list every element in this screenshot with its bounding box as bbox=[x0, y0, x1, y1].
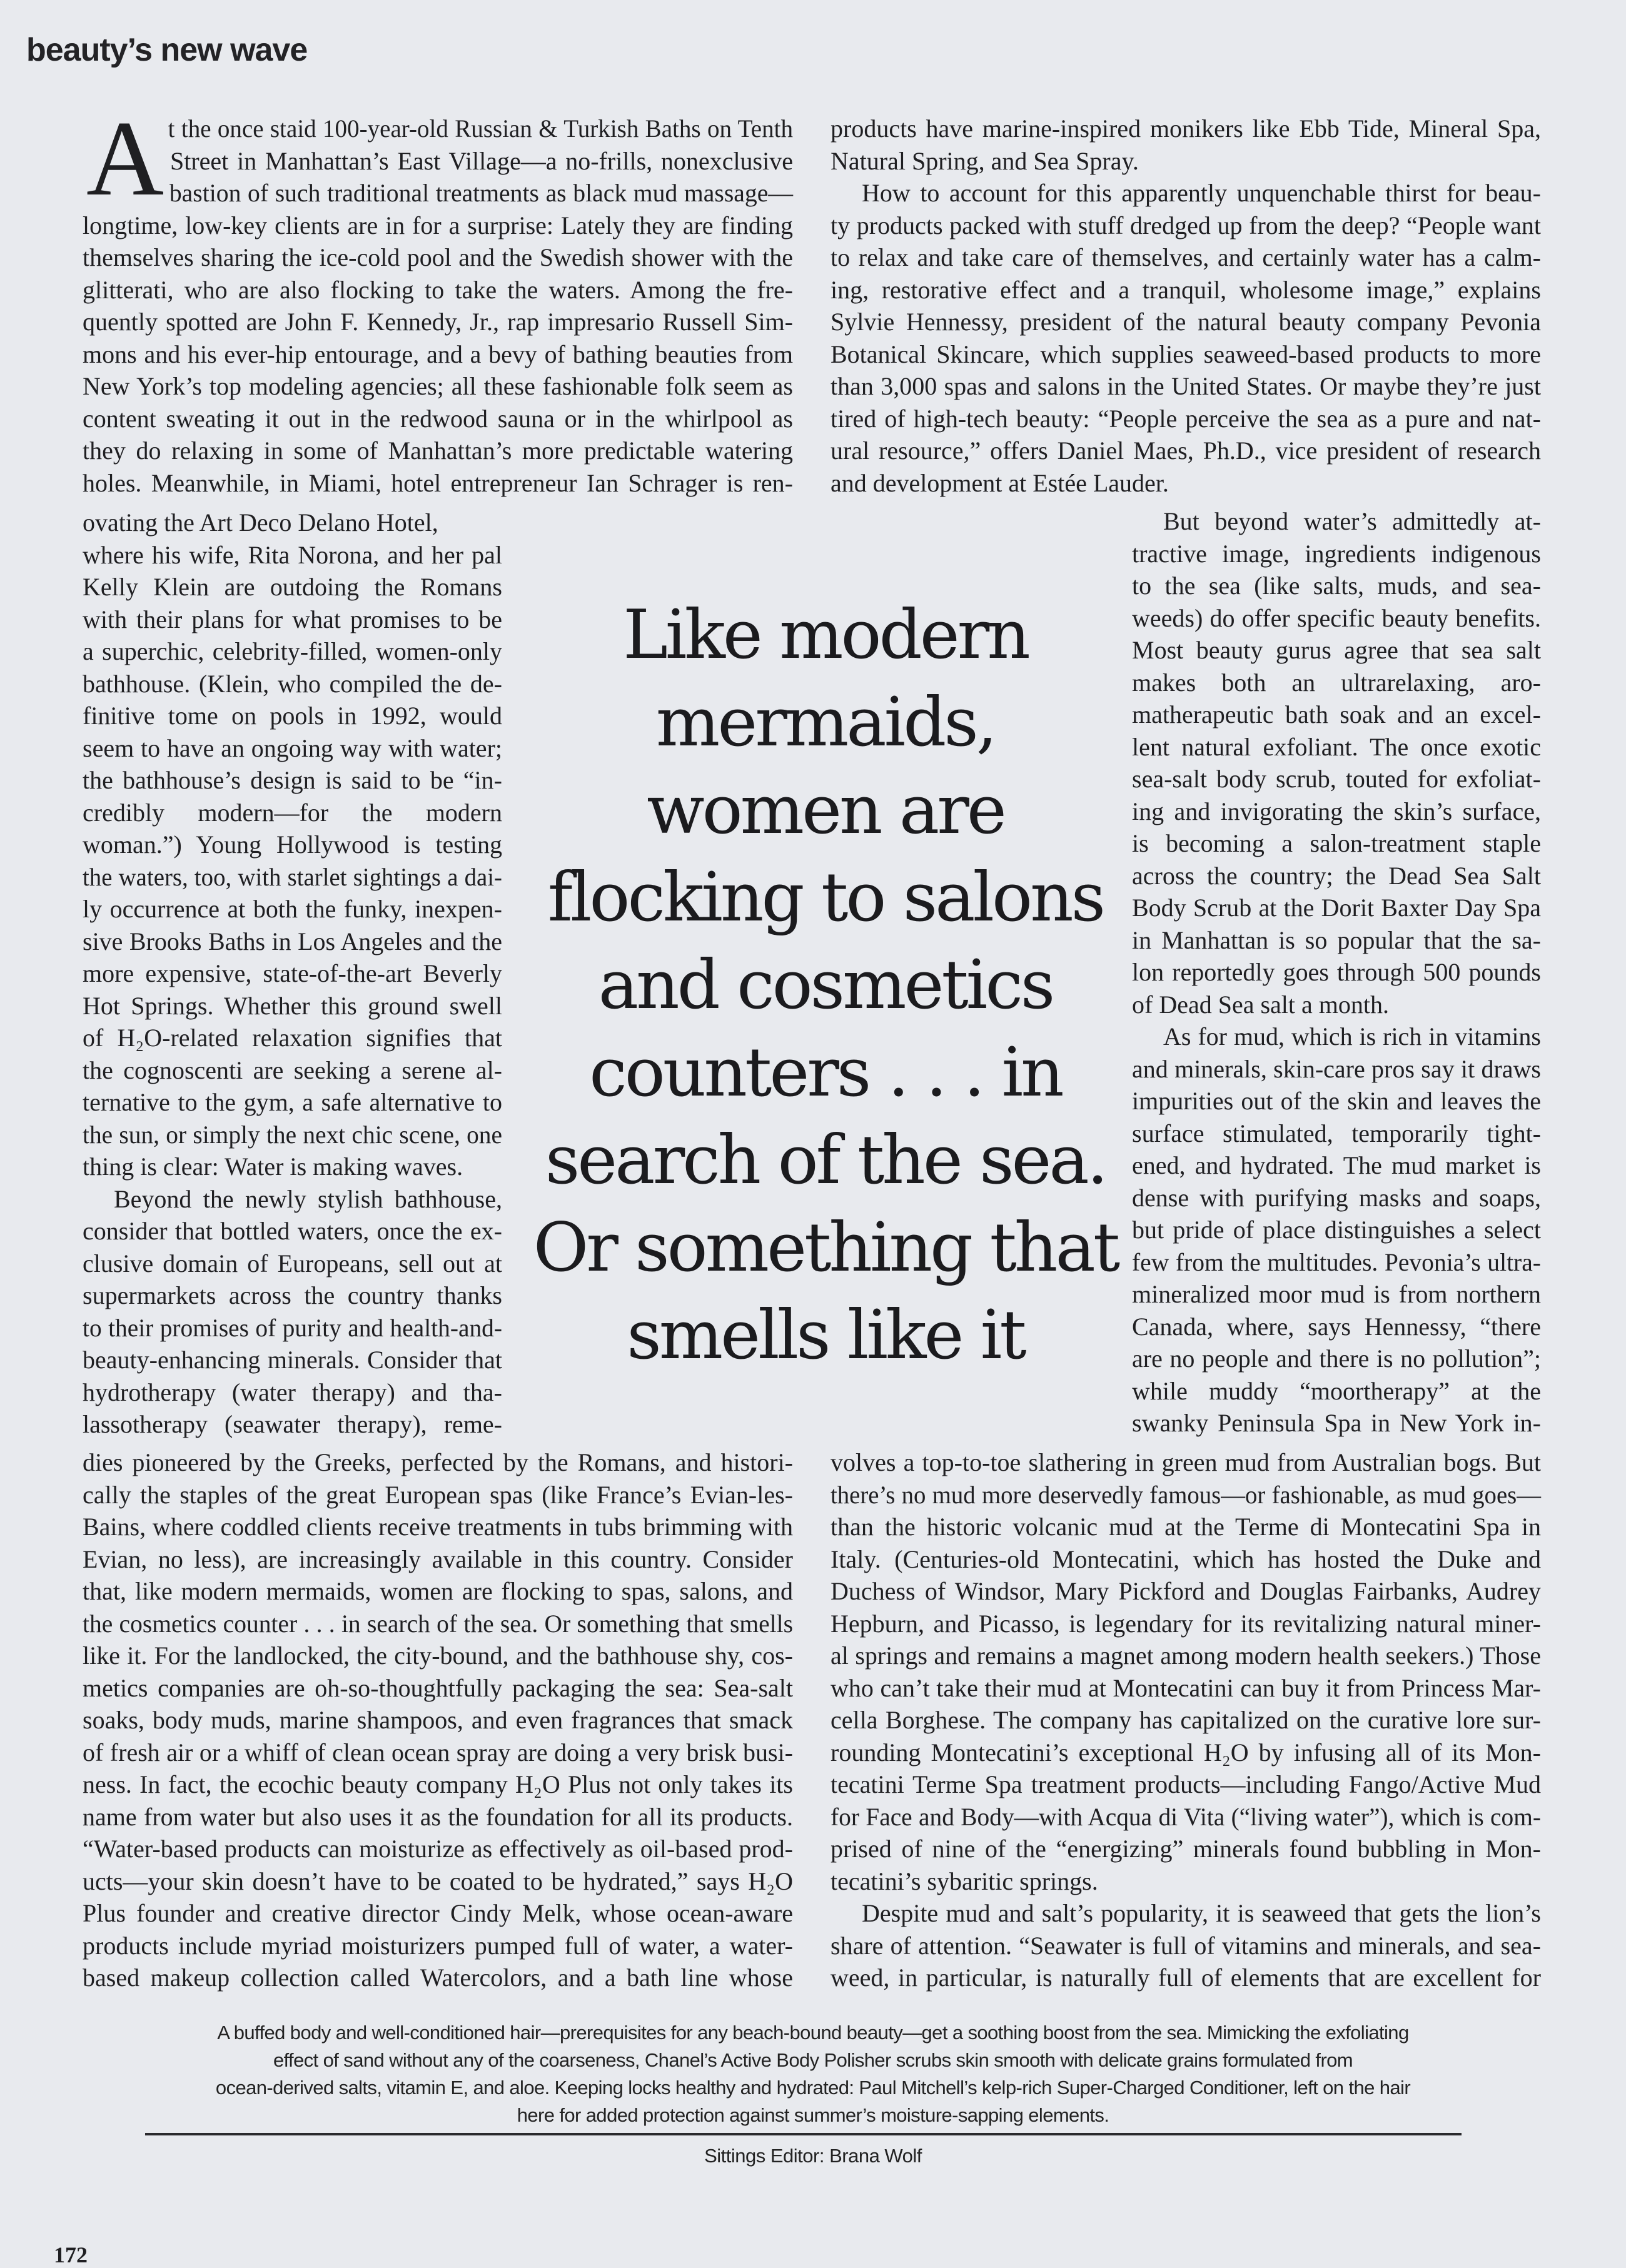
divider-rule bbox=[145, 2133, 1462, 2135]
text-line: than the historic volcanic mud at the Terme di Montecatini Spa in bbox=[831, 1513, 1541, 1541]
article-column-right-narrow bbox=[1132, 505, 1541, 1439]
text-line: consider that bottled waters, once the ex- bbox=[83, 1217, 502, 1245]
text-line: al springs and remains a magnet among modern health seekers.) Those bbox=[831, 1641, 1541, 1670]
text-line: the waters, too, with starlet sightings a dai- bbox=[83, 862, 502, 891]
text-line: where his wife, Rita Norona, and her pal bbox=[83, 540, 502, 569]
text-line: beauty-enhancing minerals. Consider that bbox=[83, 1346, 502, 1374]
text-line: and development at Estée Lauder. bbox=[831, 468, 1169, 497]
text-line: the cognoscenti are seeking a serene al- bbox=[83, 1056, 502, 1084]
text-line: longtime, low-key clients are in for a surprise: Lately they are finding bbox=[83, 211, 793, 239]
text-line: bastion of such traditional treatments as black mud massage— bbox=[169, 179, 793, 207]
text-line: sea-salt body scrub, touted for exfoliat- bbox=[1132, 765, 1541, 793]
text-line: and minerals, skin-care pros say it draws bbox=[1132, 1054, 1541, 1083]
text-line: hydrotherapy (water therapy) and tha- bbox=[83, 1378, 502, 1406]
text-line: weed, in particular, is naturally full of elements that are excellent for bbox=[831, 1963, 1541, 1992]
text-line: sive Brooks Baths in Los Angeles and the bbox=[83, 927, 502, 955]
pull-quote-line: mermaids, bbox=[655, 683, 996, 762]
text-line: are no people and there is no pollution”; bbox=[1132, 1344, 1541, 1373]
text-line: rounding Montecatini’s exceptional H₂O by infusing all of its Mon- bbox=[831, 1738, 1541, 1767]
text-line: clusive domain of Europeans, sell out at bbox=[83, 1249, 502, 1278]
text-line: the bathhouse’s design is said to be “in- bbox=[83, 766, 502, 794]
text-line: based makeup collection called Watercolors, and a bath line whose bbox=[83, 1963, 793, 1992]
text-line: woman.”) Young Hollywood is testing bbox=[83, 830, 502, 859]
text-line: dies pioneered by the Greeks, perfected by the Romans, and histori- bbox=[83, 1448, 793, 1476]
text-line: volves a top-to-toe slathering in green mud from Australian bogs. But bbox=[831, 1448, 1541, 1476]
text-line: “Water-based products can moisturize as effectively as oil-based prod- bbox=[83, 1835, 793, 1863]
text-line: thing is clear: Water is making waves. bbox=[83, 1152, 463, 1181]
text-line: dense with purifying masks and soaps, bbox=[1132, 1183, 1541, 1212]
text-line: But beyond water’s admittedly at- bbox=[1163, 507, 1541, 535]
article-column-right-top bbox=[831, 113, 1541, 499]
text-line: but pride of place distinguishes a select bbox=[1132, 1216, 1541, 1244]
text-line: cally the staples of the great European spas (like France’s Evian-les- bbox=[83, 1480, 793, 1509]
text-line: tractive image, ingredients indigenous bbox=[1132, 539, 1541, 568]
text-line: themselves sharing the ice-cold pool and the Swedish shower with the bbox=[83, 243, 793, 271]
text-line: cella Borghese. The company has capitalized on the curative lore sur- bbox=[831, 1706, 1541, 1734]
pull-quote bbox=[488, 592, 1163, 1379]
text-line: seem to have an ongoing way with water; bbox=[83, 733, 502, 762]
text-line: prised of nine of the “energizing” minerals found bubbling in Mon- bbox=[831, 1835, 1541, 1863]
text-line: ternative to the gym, a safe alternative to bbox=[83, 1088, 502, 1116]
text-line: tecatini Terme Spa treatment products—including Fango/Active Mud bbox=[831, 1770, 1541, 1798]
pull-quote-line: search of the sea. bbox=[545, 1121, 1106, 1199]
pull-quote-line: smells like it bbox=[627, 1296, 1024, 1374]
text-line: content sweating it out in the redwood sauna or in the whirlpool as bbox=[83, 404, 793, 433]
pull-quote-line: Or something that bbox=[533, 1209, 1118, 1287]
text-line: Most beauty gurus agree that sea salt bbox=[1132, 636, 1541, 664]
text-line: Plus founder and creative director Cindy Melk, whose ocean-aware bbox=[83, 1899, 793, 1927]
text-line: As for mud, which is rich in vitamins bbox=[1163, 1022, 1541, 1051]
text-line: How to account for this apparently unquenchable thirst for beau- bbox=[862, 179, 1541, 207]
text-line: the cosmetics counter . . . in search of the sea. Or something that smells bbox=[83, 1609, 793, 1638]
text-line: holes. Meanwhile, in Miami, hotel entrepreneur Ian Schrager is ren- bbox=[83, 468, 793, 497]
text-line: Duchess of Windsor, Mary Pickford and Douglas Fairbanks, Audrey bbox=[831, 1577, 1541, 1605]
text-line: matherapeutic bath soak and an excel- bbox=[1132, 700, 1541, 728]
text-line: to their promises of purity and health-and- bbox=[83, 1313, 502, 1342]
pull-quote-line: and cosmetics bbox=[598, 946, 1053, 1024]
section-title: beauty’s new wave bbox=[26, 32, 308, 68]
text-line: bathhouse. (Klein, who compiled the de- bbox=[83, 669, 502, 698]
text-line: glitterati, who are also flocking to take the waters. Among the fre- bbox=[83, 275, 793, 304]
text-line: ly occurrence at both the funky, inexpen- bbox=[83, 895, 502, 923]
article-column-left-bottom bbox=[83, 1446, 793, 1994]
text-line: Hepburn, and Picasso, is legendary for its revitalizing natural miner- bbox=[831, 1609, 1541, 1638]
text-line: the sun, or simply the next chic scene, one bbox=[83, 1120, 502, 1149]
caption-line: effect of sand without any of the coarseness, Chanel’s Active Body Polisher scrubs skin smooth with delicate grains formulated from bbox=[273, 2049, 1353, 2071]
text-line: Bains, where coddled clients receive treatments in tubs brimming with bbox=[83, 1513, 793, 1541]
text-line: Despite mud and salt’s popularity, it is seaweed that gets the lion’s bbox=[862, 1899, 1541, 1927]
text-line: that, like modern mermaids, women are flocking to spas, salons, and bbox=[83, 1577, 793, 1605]
text-line: Beyond the newly stylish bathhouse, bbox=[114, 1184, 502, 1213]
drop-cap: A bbox=[86, 99, 164, 218]
text-line: ing, restorative effect and a tranquil, wholesome image,” explains bbox=[831, 275, 1541, 304]
text-line: Italy. (Centuries-old Montecatini, which has hosted the Duke and bbox=[831, 1545, 1541, 1573]
text-line: of fresh air or a whiff of clean ocean spray are doing a very brisk busi- bbox=[83, 1738, 793, 1767]
text-line: a superchic, celebrity-filled, women-only bbox=[83, 637, 502, 665]
text-line: Sylvie Hennessy, president of the natural beauty company Pevonia bbox=[831, 308, 1541, 336]
text-line: they do relaxing in some of Manhattan’s more predictable watering bbox=[83, 436, 793, 465]
text-line: tecatini’s sybaritic springs. bbox=[831, 1867, 1098, 1895]
text-line: few from the multitudes. Pevonia’s ultra- bbox=[1132, 1247, 1541, 1276]
text-line: metics companies are oh-so-thoughtfully packaging the sea: Sea-salt bbox=[83, 1673, 793, 1702]
text-line: mons and his ever-hip entourage, and a bevy of bathing beauties from bbox=[83, 340, 793, 368]
text-line: like it. For the landlocked, the city-bound, and the bathhouse shy, cos- bbox=[83, 1641, 793, 1670]
text-line: Body Scrub at the Dorit Baxter Day Spa bbox=[1132, 894, 1541, 922]
pull-quote-line: flocking to salons bbox=[547, 859, 1104, 937]
text-line: ty products packed with stuff dredged up from the deep? “People want bbox=[831, 211, 1541, 239]
text-line: is becoming a salon-treatment staple bbox=[1132, 829, 1541, 857]
text-line: lent natural exfoliant. The once exotic bbox=[1132, 732, 1541, 761]
page-number: 172 bbox=[54, 2242, 88, 2267]
pull-quote-line: Like modern bbox=[623, 596, 1028, 674]
photo-caption bbox=[94, 2019, 1532, 2129]
text-line: while muddy “moortherapy” at the bbox=[1132, 1376, 1541, 1405]
text-line: Hot Springs. Whether this ground swell bbox=[83, 991, 502, 1020]
text-line: tired of high-tech beauty: “People perceive the sea as a pure and nat- bbox=[831, 404, 1541, 433]
text-line: soaks, body muds, marine shampoos, and even fragrances that smack bbox=[83, 1706, 793, 1734]
text-line: of H₂O-related relaxation signifies that bbox=[83, 1024, 502, 1052]
pull-quote-line: women are bbox=[647, 771, 1004, 849]
text-line: makes both an ultrarelaxing, aro- bbox=[1132, 668, 1541, 697]
text-line: ucts—your skin doesn’t have to be coated to be hydrated,” says H₂O bbox=[83, 1867, 793, 1895]
text-line: New York’s top modeling agencies; all these fashionable folk seem as bbox=[83, 372, 793, 400]
text-line: to the sea (like salts, muds, and sea- bbox=[1132, 572, 1541, 600]
text-line: mineralized moor mud is from northern bbox=[1132, 1280, 1541, 1308]
text-line: weeds) do offer specific beauty benefits. bbox=[1132, 603, 1541, 632]
sittings-editor-credit: Sittings Editor: Brana Wolf bbox=[704, 2145, 922, 2167]
text-line: finitive tome on pools in 1992, would bbox=[83, 702, 502, 730]
caption-line: ocean-derived salts, vitamin E, and aloe. Keeping locks healthy and hydrated: Paul Mitchell’s kelp-rich Super-Charged Conditioner, left on the hair bbox=[215, 2077, 1411, 2099]
text-line: across the country; the Dead Sea Salt bbox=[1132, 861, 1541, 890]
text-line: than 3,000 spas and salons in the United States. Or maybe they’re just bbox=[831, 372, 1541, 400]
caption-line: here for added protection against summer’s moisture-sapping elements. bbox=[517, 2104, 1109, 2126]
text-line: of Dead Sea salt a month. bbox=[1132, 990, 1389, 1019]
article-column-left-narrow bbox=[83, 507, 502, 1441]
text-line: lon reportedly goes through 500 pounds bbox=[1132, 958, 1541, 986]
text-line: ing and invigorating the skin’s surface, bbox=[1132, 797, 1541, 825]
caption-line: A buffed body and well-conditioned hair—prerequisites for any beach-bound beauty—get a soothing boost from the sea. Mimicking the exfoliating bbox=[217, 2022, 1409, 2044]
text-line: ovating the Art Deco Delano Hotel, bbox=[83, 508, 438, 537]
text-line: credibly modern—for the modern bbox=[83, 798, 502, 827]
text-line: share of attention. “Seawater is full of vitamins and minerals, and sea- bbox=[831, 1931, 1541, 1960]
article-column-left-top bbox=[83, 113, 793, 499]
text-line: Natural Spring, and Sea Spray. bbox=[831, 146, 1139, 175]
text-line: Kelly Klein are outdoing the Romans bbox=[83, 573, 502, 601]
text-line: t the once staid 100-year-old Russian & Turkish Baths on Tenth bbox=[168, 114, 793, 143]
article-column-right-bottom bbox=[831, 1446, 1541, 1994]
text-line: to relax and take care of themselves, and certainly water has a calm- bbox=[831, 243, 1541, 271]
text-line: quently spotted are John F. Kennedy, Jr., rap impresario Russell Sim- bbox=[83, 308, 793, 336]
text-line: for Face and Body—with Acqua di Vita (“living water”), which is com- bbox=[831, 1802, 1541, 1831]
text-line: ural resource,” offers Daniel Maes, Ph.D., vice president of research bbox=[831, 436, 1541, 465]
text-line: more expensive, state-of-the-art Beverly bbox=[83, 959, 502, 987]
text-line: Botanical Skincare, which supplies seaweed-based products to more bbox=[831, 340, 1541, 368]
text-line: Canada, where, says Hennessy, “there bbox=[1132, 1312, 1541, 1341]
text-line: who can’t take their mud at Montecatini can buy it from Princess Mar- bbox=[831, 1673, 1541, 1702]
text-line: Street in Manhattan’s East Village—a no-frills, nonexclusive bbox=[170, 146, 793, 175]
text-line: surface stimulated, temporarily tight- bbox=[1132, 1119, 1541, 1147]
text-line: impurities out of the skin and leaves the bbox=[1132, 1087, 1541, 1115]
text-line: ness. In fact, the ecochic beauty company H₂O Plus not only takes its bbox=[83, 1770, 793, 1798]
text-line: there’s no mud more deservedly famous—or fashionable, as mud goes— bbox=[831, 1480, 1541, 1509]
text-line: Evian, no less), are increasingly available in this country. Consider bbox=[83, 1545, 793, 1573]
text-line: name from water but also uses it as the foundation for all its products. bbox=[83, 1802, 793, 1831]
text-line: lassotherapy (seawater therapy), reme- bbox=[83, 1410, 502, 1438]
text-line: products include myriad moisturizers pumped full of water, a water- bbox=[83, 1931, 793, 1960]
text-line: ened, and hydrated. The mud market is bbox=[1132, 1151, 1541, 1179]
text-line: swanky Peninsula Spa in New York in- bbox=[1132, 1409, 1541, 1437]
pull-quote-line: counters . . . in bbox=[589, 1034, 1062, 1112]
text-line: with their plans for what promises to be bbox=[83, 605, 502, 633]
text-line: products have marine-inspired monikers like Ebb Tide, Mineral Spa, bbox=[831, 114, 1541, 143]
text-line: supermarkets across the country thanks bbox=[83, 1281, 502, 1309]
text-line: in Manhattan is so popular that the sa- bbox=[1132, 925, 1541, 954]
